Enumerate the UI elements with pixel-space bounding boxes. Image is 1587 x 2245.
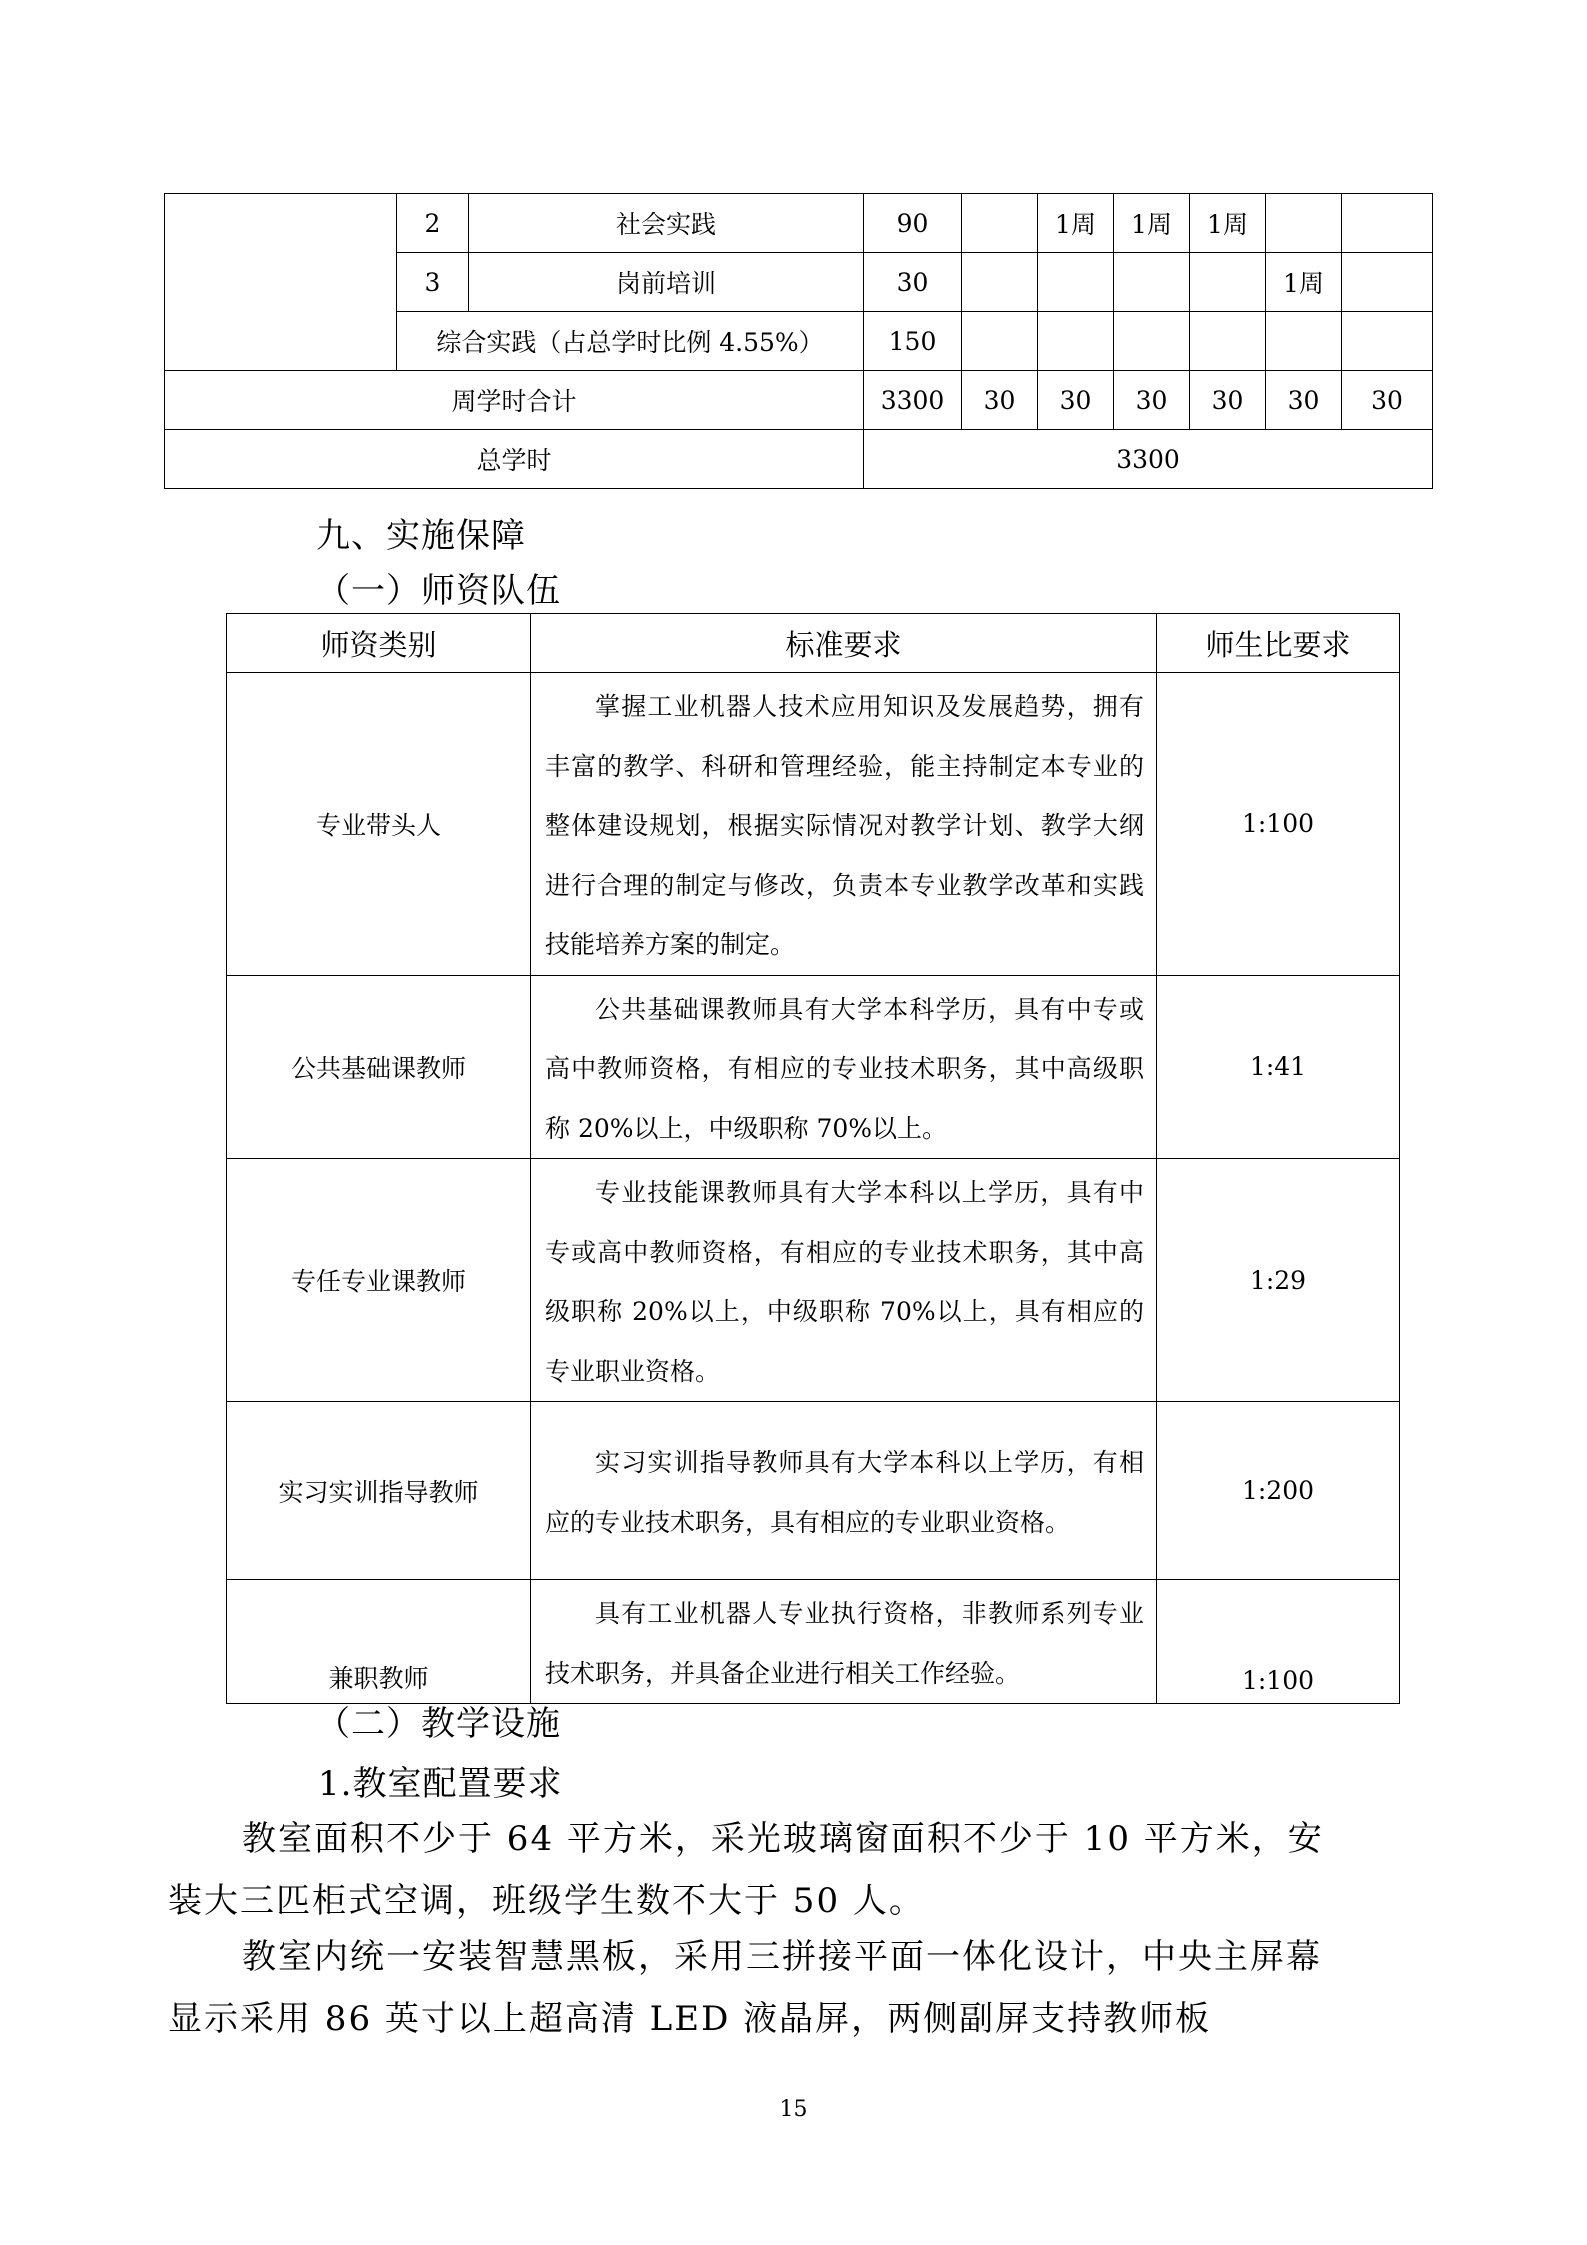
total-value: 3300 <box>864 430 1433 489</box>
week-cell: 30 <box>1114 371 1190 430</box>
section-heading: 九、实施保障 <box>316 516 526 556</box>
week-cell <box>1038 312 1114 371</box>
subsection-heading: （一）师资队伍 <box>316 571 561 611</box>
column-header: 师生比要求 <box>1157 614 1400 673</box>
requirement-text: 掌握工业机器人技术应用知识及发展趋势，拥有丰富的教学、科研和管理经验，能主持制定本专业的整体建设规划，根据实际情况对教学计划、教学大纲进行合理的制定与修改，负责本专业教学改革和实践技能培养方案的制定。 <box>545 692 1144 959</box>
week-cell <box>1190 253 1266 312</box>
page-number: 15 <box>779 2097 808 2122</box>
schedule-table <box>164 193 1433 489</box>
week-cell <box>1342 253 1433 312</box>
week-cell: 1周 <box>1114 194 1190 253</box>
faculty-ratio: 1:200 <box>1157 1402 1400 1580</box>
faculty-requirement <box>531 1402 1157 1580</box>
requirement-text: 实习实训指导教师具有大学本科以上学历，有相应的专业技术职务，具有相应的专业职业资格。 <box>545 1448 1144 1537</box>
faculty-category: 专任专业课教师 <box>227 1159 531 1402</box>
table-row <box>165 194 1433 253</box>
paragraph-text: 教室面积不少于 64 平方米，采光玻璃窗面积不少于 10 平方米，安装大三匹柜式空调，班级学生数不大于 50 人。 <box>168 1819 1324 1921</box>
requirement-text: 公共基础课教师具有大学本科学历，具有中专或高中教师资格，有相应的专业技术职务，其中高级职称 20%以上，中级职称 70%以上。 <box>545 994 1144 1143</box>
faculty-ratio: 1:100 <box>1157 673 1400 976</box>
week-cell: 1周 <box>1266 253 1342 312</box>
faculty-category: 公共基础课教师 <box>227 975 531 1159</box>
column-header: 师资类别 <box>227 614 531 673</box>
paragraph <box>168 1808 1352 1932</box>
row-number: 2 <box>397 194 469 253</box>
hours-cell: 150 <box>864 312 962 371</box>
row-number: 3 <box>397 253 469 312</box>
week-cell: 30 <box>1266 371 1342 430</box>
faculty-table <box>226 613 1400 1704</box>
table-row <box>227 1402 1400 1580</box>
item-heading: 1.教室配置要求 <box>318 1764 563 1804</box>
total-label: 总学时 <box>165 430 864 489</box>
category-cell <box>165 194 397 371</box>
week-cell <box>1266 312 1342 371</box>
week-cell <box>962 194 1038 253</box>
table-row <box>165 371 1433 430</box>
table-row <box>227 1580 1400 1704</box>
faculty-requirement <box>531 1580 1157 1704</box>
table-row <box>165 430 1433 489</box>
week-cell: 1周 <box>1190 194 1266 253</box>
week-cell: 30 <box>962 371 1038 430</box>
week-cell <box>1114 312 1190 371</box>
faculty-category: 专业带头人 <box>227 673 531 976</box>
paragraph <box>168 1926 1352 2050</box>
faculty-requirement <box>531 975 1157 1159</box>
faculty-requirement <box>531 1159 1157 1402</box>
faculty-category: 实习实训指导教师 <box>227 1402 531 1580</box>
table-row <box>227 673 1400 976</box>
paragraph-text: 教室内统一安装智慧黑板，采用三拼接平面一体化设计，中央主屏幕显示采用 86 英寸以上超高清 LED 液晶屏，两侧副屏支持教师板 <box>168 1937 1322 2039</box>
requirement-text: 专业技能课教师具有大学本科以上学历，具有中专或高中教师资格，有相应的专业技术职务，其中高级职称 20%以上，中级职称 70%以上，具有相应的专业职业资格。 <box>545 1178 1144 1386</box>
week-cell <box>1190 312 1266 371</box>
column-header: 标准要求 <box>531 614 1157 673</box>
weekly-total-label: 周学时合计 <box>165 371 864 430</box>
week-cell <box>962 253 1038 312</box>
week-cell: 30 <box>1342 371 1433 430</box>
requirement-text: 具有工业机器人专业执行资格，非教师系列专业技术职务，并具备企业进行相关工作经验。 <box>545 1599 1144 1688</box>
table-header-row <box>227 614 1400 673</box>
faculty-ratio: 1:41 <box>1157 975 1400 1159</box>
subsection-heading: （二）教学设施 <box>316 1704 561 1744</box>
course-name: 岗前培训 <box>469 253 864 312</box>
week-cell <box>1114 253 1190 312</box>
hours-cell: 3300 <box>864 371 962 430</box>
week-cell: 1周 <box>1038 194 1114 253</box>
hours-cell: 90 <box>864 194 962 253</box>
comprehensive-label: 综合实践（占总学时比例 4.55%） <box>397 312 864 371</box>
faculty-ratio: 1:29 <box>1157 1159 1400 1402</box>
week-cell <box>1266 194 1342 253</box>
faculty-category: 兼职教师 <box>227 1580 531 1704</box>
week-cell <box>962 312 1038 371</box>
week-cell: 30 <box>1038 371 1114 430</box>
table-row <box>227 975 1400 1159</box>
course-name: 社会实践 <box>469 194 864 253</box>
week-cell <box>1342 312 1433 371</box>
week-cell <box>1038 253 1114 312</box>
week-cell <box>1342 194 1433 253</box>
faculty-ratio: 1:100 <box>1157 1580 1400 1704</box>
table-row <box>227 1159 1400 1402</box>
week-cell: 30 <box>1190 371 1266 430</box>
hours-cell: 30 <box>864 253 962 312</box>
faculty-requirement <box>531 673 1157 976</box>
